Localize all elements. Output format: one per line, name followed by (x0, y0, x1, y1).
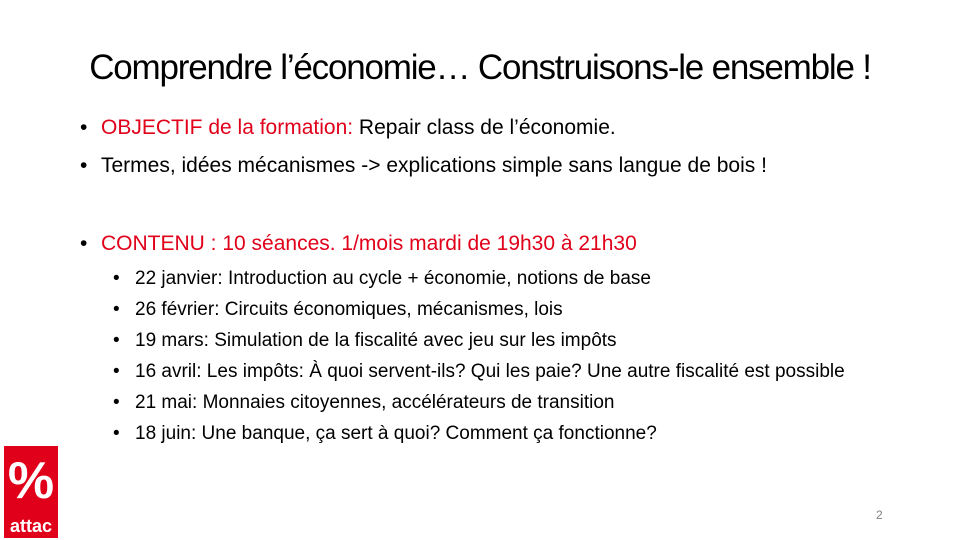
page-number: 2 (876, 508, 883, 522)
termes-text: Termes, idées mécanismes -> explications simple sans langue de bois ! (101, 154, 767, 177)
session-text: 26 février: Circuits économiques, mécanismes, lois (135, 299, 563, 320)
objectif-label: OBJECTIF de la formation: (101, 116, 354, 139)
bullet-dot: • (80, 116, 88, 139)
bullet-dot: • (113, 268, 120, 289)
bullet-dot: • (113, 330, 120, 351)
logo-percent-symbol: % (7, 452, 55, 510)
bullet-dot: • (113, 299, 120, 320)
bullet-dot: • (80, 232, 88, 255)
bullet-dot: • (113, 423, 120, 444)
bullet-dot: • (113, 392, 120, 413)
session-text: 16 avril: Les impôts: À quoi servent-ils? Qui les paie? Une autre fiscalité est possible (135, 361, 845, 382)
session-text: 19 mars: Simulation de la fiscalité avec jeu sur les impôts (135, 330, 617, 351)
slide-title: Comprendre l’économie… Construisons-le ensemble ! (89, 48, 871, 87)
attac-logo (4, 446, 58, 538)
contenu-text: CONTENU : 10 séances. 1/mois mardi de 19h30 à 21h30 (101, 232, 637, 255)
logo-text: attac (9, 516, 53, 536)
session-text: 21 mai: Monnaies citoyennes, accélérateurs de transition (135, 392, 615, 413)
objectif-text: Repair class de l’économie. (353, 116, 616, 139)
session-text: 22 janvier: Introduction au cycle + économie, notions de base (135, 268, 651, 289)
bullet-dot: • (113, 361, 120, 382)
session-text: 18 juin: Une banque, ça sert à quoi? Comment ça fonctionne? (135, 423, 657, 444)
bullet-dot: • (80, 154, 88, 177)
